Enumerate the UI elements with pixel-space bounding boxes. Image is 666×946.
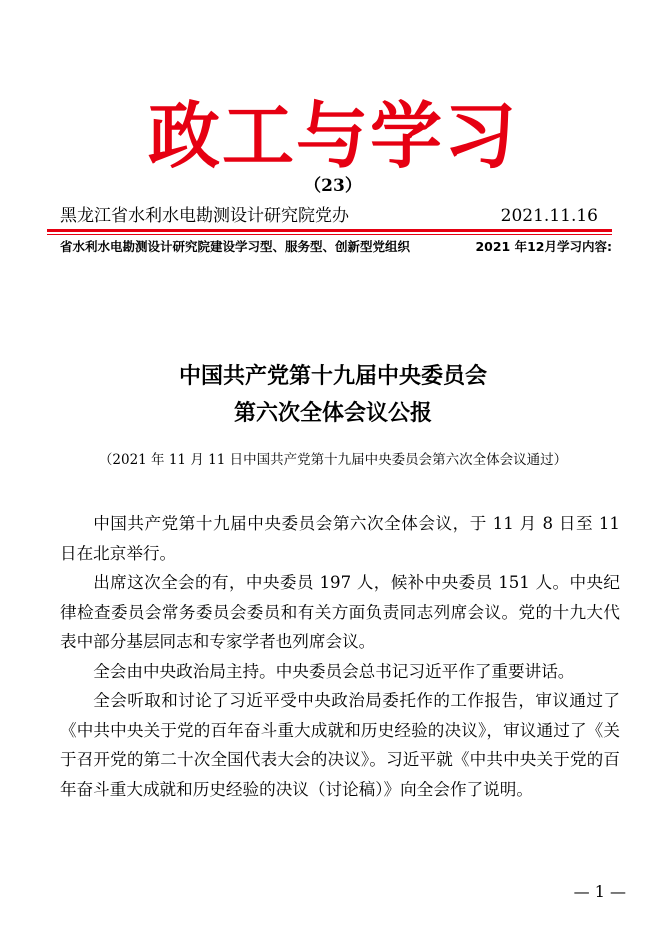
issue-date: 2021.11.16 xyxy=(500,206,598,226)
page-number: — 1 — xyxy=(573,882,626,901)
issue-number: （23） xyxy=(304,176,362,196)
paragraph-1: 中国共产党第十九届中央委员会第六次全体会议，于 11 月 8 日至 11 日在北京举行。 xyxy=(60,514,620,563)
article-title-line1: 中国共产党第十九届中央委员会 xyxy=(178,363,487,389)
header-rule-thick xyxy=(47,229,612,232)
masthead-title: 政工与学习 xyxy=(147,93,518,178)
paragraph-3: 全会由中央政治局主持。中央委员会总书记习近平作了重要讲话。 xyxy=(93,661,575,681)
study-label: 2021 年12月学习内容: xyxy=(475,239,612,254)
article-title-line2: 第六次全体会议公报 xyxy=(233,400,432,426)
header-rule-thin xyxy=(47,234,612,235)
article-body xyxy=(60,509,620,804)
paragraph-4: 全会听取和讨论了习近平受中央政治局委托作的工作报告，审议通过了《中共中央关于党的百年奋斗重大成就和历史经验的决议》，审议通过了《关于召开党的第二十次全国代表大会的决议》。习近平就《中共中央关于党的百年奋斗重大成就和历史经验的决议（讨论稿）》向全会作了说明。 xyxy=(60,691,620,799)
paragraph-2: 出席这次全会的有，中央委员 197 人，候补中央委员 151 人。中央纪律检查委员会常务委员会委员和有关方面负责同志列席会议。党的十九大代表中部分基层同志和专家学者也列席会议。 xyxy=(60,573,620,651)
issuing-organization: 黑龙江省水利水电勘测设计研究院党办 xyxy=(60,206,349,226)
article-subtitle: （2021 年 11 月 11 日中国共产党第十九届中央委员会第六次全体会议通过） xyxy=(98,452,568,468)
slogan: 省水利水电勘测设计研究院建设学习型、服务型、创新型党组织 xyxy=(60,239,411,254)
